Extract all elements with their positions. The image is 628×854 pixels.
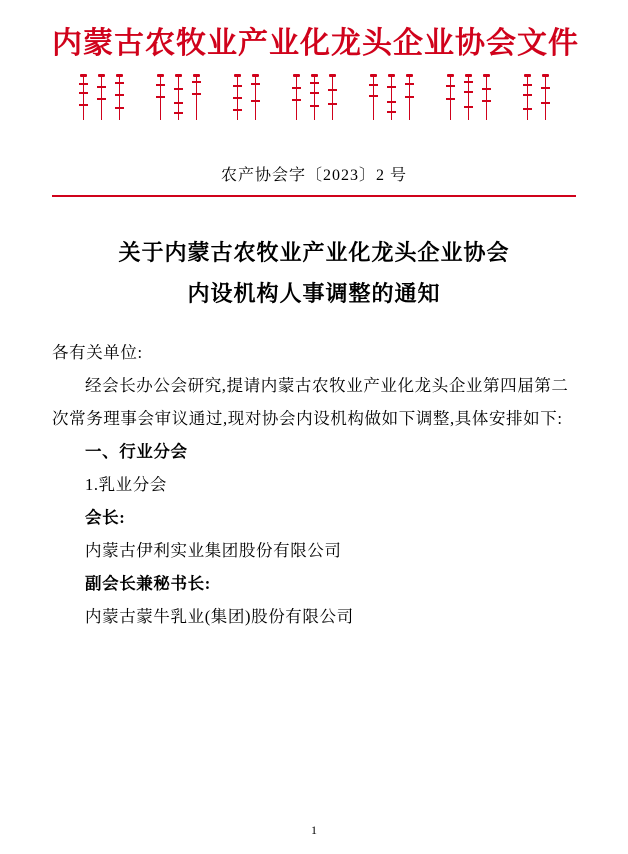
document-number-block xyxy=(52,162,576,185)
mongolian-glyph xyxy=(79,74,88,120)
mongolian-glyph xyxy=(369,74,378,120)
masthead xyxy=(52,0,579,126)
mongolian-glyph xyxy=(464,74,473,120)
role-label-vice-chairman: 副会长兼秘书长: xyxy=(85,574,211,594)
role-label-chairman: 会长: xyxy=(85,508,126,528)
organization-vice-chairman: 内蒙古蒙牛乳业(集团)股份有限公司 xyxy=(85,607,354,627)
mongolian-glyph xyxy=(523,74,532,120)
mongolian-glyph xyxy=(405,74,414,120)
mongolian-glyph xyxy=(482,74,491,120)
red-divider xyxy=(52,195,576,197)
mongolian-glyph xyxy=(156,74,165,120)
mongolian-glyph xyxy=(192,74,201,120)
organization-chairman: 内蒙古伊利实业集团股份有限公司 xyxy=(85,541,342,561)
salutation: 各有关单位: xyxy=(52,343,143,363)
document-body xyxy=(52,336,576,633)
page-title xyxy=(52,233,576,314)
mongolian-glyph xyxy=(97,74,106,120)
mongolian-glyph xyxy=(233,74,242,120)
mongolian-glyph xyxy=(174,74,183,120)
mongolian-glyph xyxy=(446,74,455,120)
mongolian-glyph xyxy=(328,74,337,120)
mongolian-glyph xyxy=(541,74,550,120)
list-item-1: 1.乳业分会 xyxy=(85,475,167,495)
title-line-1: 关于内蒙古农牧业产业化龙头企业协会 xyxy=(118,240,510,265)
paragraph-1: 经会长办公会研究,提请内蒙古农牧业产业化龙头企业第四届第二次常务理事会审议通过,现对协会内设机构做如下调整,具体安排如下: xyxy=(52,376,569,429)
mongolian-glyph xyxy=(310,74,319,120)
mongolian-glyph xyxy=(292,74,301,120)
mongolian-glyph xyxy=(115,74,124,120)
mongolian-glyph xyxy=(251,74,260,120)
mongolian-script-banner xyxy=(52,74,576,126)
section-1-heading: 一、行业分会 xyxy=(85,442,188,462)
document-number: 农产协会字〔2023〕2 号 xyxy=(220,167,407,184)
masthead-title: 内蒙古农牧业产业化龙头企业协会文件 xyxy=(52,27,579,60)
mongolian-glyph xyxy=(387,74,396,120)
title-line-2: 内设机构人事调整的通知 xyxy=(187,280,441,306)
page-number: 1 xyxy=(311,823,317,837)
